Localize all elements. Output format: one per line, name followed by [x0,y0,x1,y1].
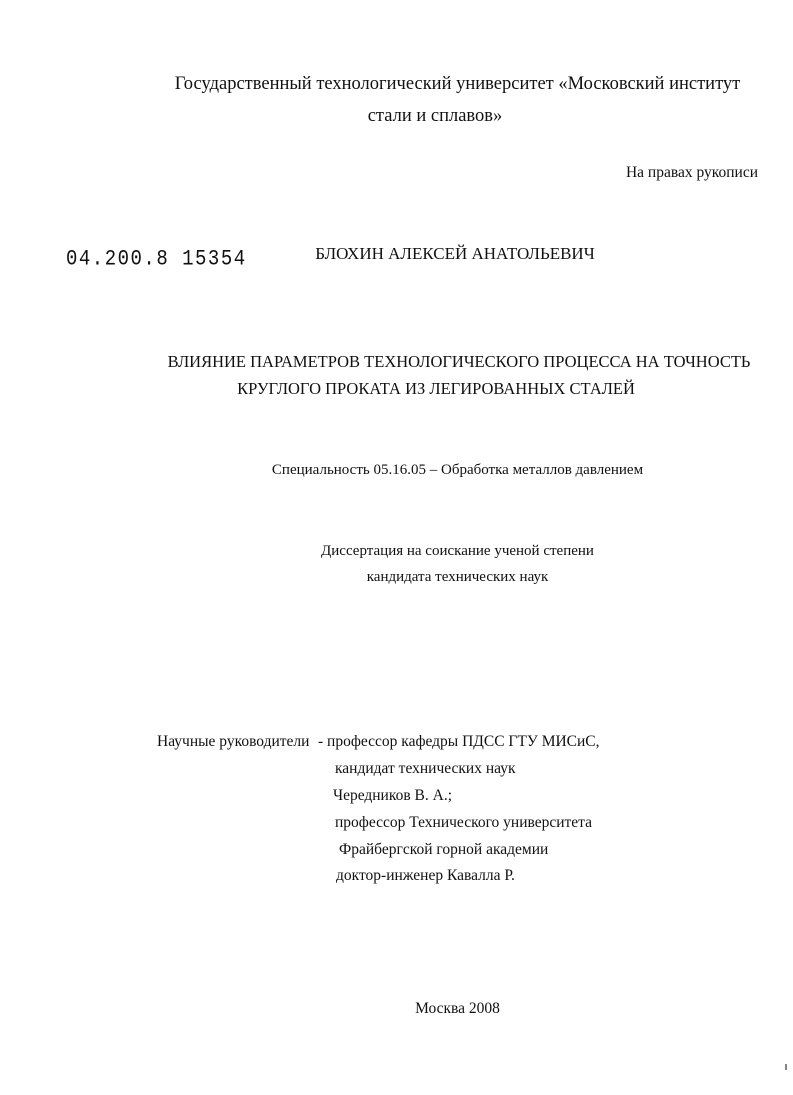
degree-statement-line-1: Диссертация на соискание ученой степени [321,543,594,559]
university-name-line-1: Государственный технологический университет «Московский институт [174,74,741,94]
dissertation-title-line-1: ВЛИЯНИЕ ПАРАМЕТРОВ ТЕХНОЛОГИЧЕСКОГО ПРОЦЕССА НА ТОЧНОСТЬ [167,352,751,371]
supervisor-line: - профессор кафедры ПДСС ГТУ МИСиС, [318,733,600,750]
registration-stamp: 04.200.8 15354 [66,246,247,272]
dissertation-title-line-2: КРУГЛОГО ПРОКАТА ИЗ ЛЕГИРОВАННЫХ СТАЛЕЙ [237,379,635,398]
city-year: Москва 2008 [415,1000,500,1017]
university-name-line-2: стали и сплавов» [367,106,503,126]
supervisor-line: профессор Технического университета [335,814,593,831]
manuscript-rights-note: На правах рукописи [625,164,758,181]
scan-artifact-mark [785,1064,787,1070]
supervisor-line: Чередников В. А.; [333,787,453,804]
supervisors-label: Научные руководители [157,733,310,750]
specialty-line: Специальность 05.16.05 – Обработка металлов давлением [271,462,644,478]
supervisor-line: доктор-инженер Кавалла Р. [336,867,515,884]
supervisor-line: Фрайбергской горной академии [339,841,549,858]
degree-statement-line-2: кандидата технических наук [366,569,549,585]
supervisor-line: кандидат технических наук [335,760,516,777]
author-name: БЛОХИН АЛЕКСЕЙ АНАТОЛЬЕВИЧ [315,244,595,263]
